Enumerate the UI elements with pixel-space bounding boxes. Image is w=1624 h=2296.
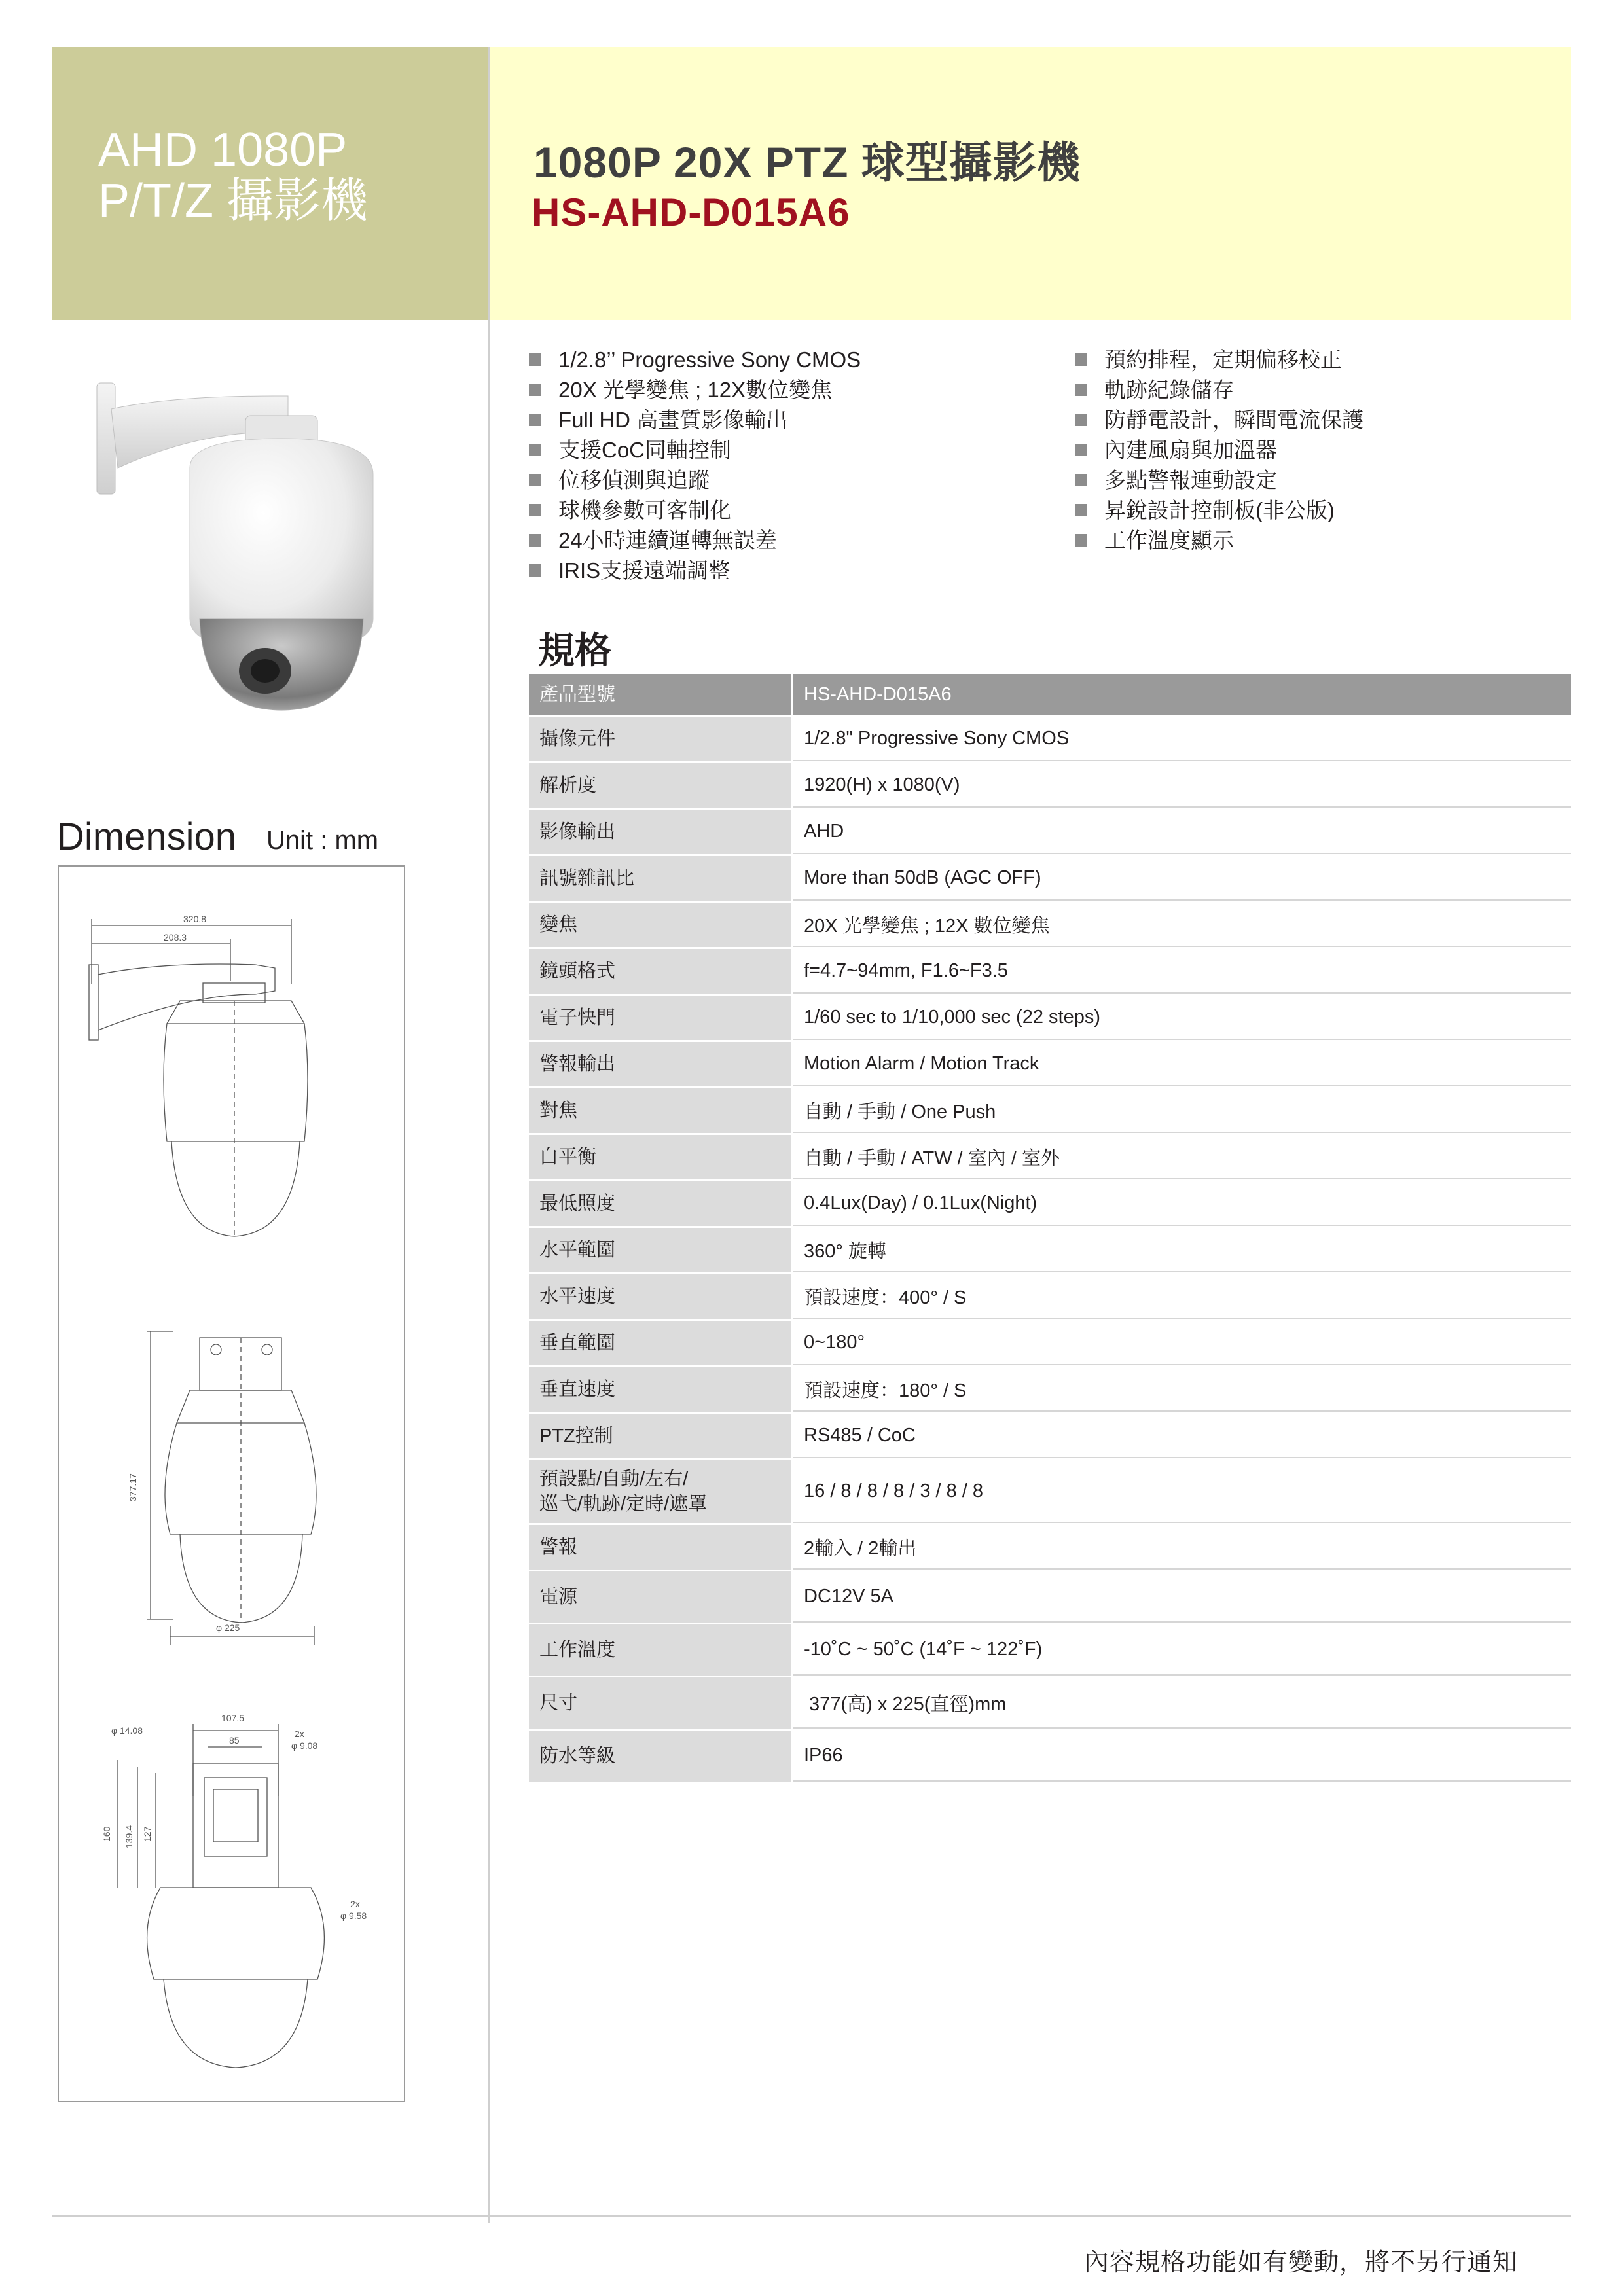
feature-list-right <box>1075 345 1363 556</box>
feature-item <box>1075 495 1363 526</box>
square-bullet-icon <box>529 384 541 396</box>
spec-row <box>529 996 1571 1042</box>
spec-row <box>529 1228 1571 1274</box>
spec-row <box>529 1624 1571 1677</box>
square-bullet-icon <box>529 353 541 366</box>
spec-label: 白平衡 <box>529 1135 791 1179</box>
feature-item <box>529 345 861 375</box>
spec-row <box>529 810 1571 856</box>
spec-row <box>529 1731 1571 1784</box>
footer-divider <box>52 2215 1571 2217</box>
square-bullet-icon <box>1075 414 1087 426</box>
spec-label: 工作溫度 <box>529 1624 791 1676</box>
dim-label-d13: 2x <box>350 1899 360 1909</box>
spec-row <box>529 1367 1571 1414</box>
spec-value: 0~180° <box>793 1321 1571 1365</box>
spec-label: 警報 <box>529 1525 791 1570</box>
spec-label: 垂直範圍 <box>529 1321 791 1365</box>
spec-value: RS485 / CoC <box>793 1414 1571 1458</box>
feature-text: 工作溫度顯示 <box>1104 528 1234 552</box>
spec-value: 360° 旋轉 <box>793 1228 1571 1272</box>
spec-label: 產品型號 <box>529 674 791 715</box>
spec-label: 訊號雜訊比 <box>529 856 791 901</box>
feature-item <box>1075 405 1363 435</box>
dim-label-d14: φ 9.58 <box>340 1910 367 1921</box>
feature-item <box>529 375 861 405</box>
spec-label: 警報輸出 <box>529 1042 791 1086</box>
feature-list-left <box>529 345 861 586</box>
dim-label-d11: 139.4 <box>124 1825 134 1848</box>
spec-row <box>529 1042 1571 1088</box>
feature-text: 1/2.8’’ Progressive Sony CMOS <box>558 348 861 372</box>
feature-text: IRIS支援遠端調整 <box>558 558 731 583</box>
spec-label: 水平速度 <box>529 1274 791 1319</box>
dim-label-d2: 208.3 <box>164 932 187 942</box>
spec-label: 水平範圍 <box>529 1228 791 1272</box>
spec-label: 影像輸出 <box>529 810 791 854</box>
spec-row <box>529 1460 1571 1525</box>
spec-label: PTZ控制 <box>529 1414 791 1458</box>
spec-value: 1920(H) x 1080(V) <box>793 763 1571 808</box>
square-bullet-icon <box>1075 353 1087 366</box>
spec-row <box>529 1274 1571 1321</box>
spec-row <box>529 1677 1571 1731</box>
feature-text: 軌跡紀錄儲存 <box>1104 378 1234 402</box>
spec-row <box>529 763 1571 810</box>
spec-label: 垂直速度 <box>529 1367 791 1412</box>
spec-value: 0.4Lux(Day) / 0.1Lux(Night) <box>793 1181 1571 1226</box>
feature-item <box>529 465 861 495</box>
spec-value: 自動 / 手動 / One Push <box>793 1088 1571 1133</box>
footer-note: 內容規格功能如有變動，將不另行通知 <box>1084 2249 1519 2276</box>
spec-row <box>529 903 1571 949</box>
spec-row <box>529 1321 1571 1367</box>
square-bullet-icon <box>1075 534 1087 547</box>
column-divider <box>488 47 490 2223</box>
feature-item <box>1075 345 1363 375</box>
square-bullet-icon <box>529 444 541 456</box>
square-bullet-icon <box>529 564 541 577</box>
feature-text: Full HD 高畫質影像輸出 <box>558 408 788 432</box>
dim-label-d7: φ 14.08 <box>111 1725 143 1736</box>
dim-label-d12: 127 <box>142 1826 153 1842</box>
square-bullet-icon <box>529 534 541 547</box>
dim-label-d3: 377.17 <box>128 1473 138 1501</box>
feature-item <box>529 526 861 556</box>
feature-item <box>1075 526 1363 556</box>
spec-value: 預設速度：180° / S <box>793 1367 1571 1412</box>
feature-text: 昇銳設計控制板(非公版) <box>1104 498 1335 522</box>
product-model: HS-AHD-D015A6 <box>532 190 850 234</box>
spec-label: 電源 <box>529 1571 791 1623</box>
spec-value: IP66 <box>793 1731 1571 1782</box>
dim-label-d8: 2x <box>295 1729 304 1739</box>
feature-text: 位移偵測與追蹤 <box>558 468 710 492</box>
spec-value: 20X 光學變焦 ; 12X 數位變焦 <box>793 903 1571 947</box>
feature-item <box>529 405 861 435</box>
spec-value: HS-AHD-D015A6 <box>793 674 1571 715</box>
feature-text: 24小時連續運轉無誤差 <box>558 528 777 552</box>
spec-label: 對焦 <box>529 1088 791 1133</box>
square-bullet-icon <box>529 504 541 516</box>
spec-value: 1/2.8" Progressive Sony CMOS <box>793 717 1571 761</box>
spec-label: 電子快門 <box>529 996 791 1040</box>
spec-label: 鏡頭格式 <box>529 949 791 994</box>
spec-value: 16 / 8 / 8 / 8 / 3 / 8 / 8 <box>793 1460 1571 1523</box>
square-bullet-icon <box>1075 444 1087 456</box>
spec-value: DC12V 5A <box>793 1571 1571 1623</box>
spec-value: 1/60 sec to 1/10,000 sec (22 steps) <box>793 996 1571 1040</box>
feature-text: 內建風扇與加溫器 <box>1104 438 1277 462</box>
spec-row <box>529 1181 1571 1228</box>
spec-heading: 規格 <box>538 630 611 671</box>
spec-label: 最低照度 <box>529 1181 791 1226</box>
spec-row <box>529 949 1571 996</box>
spec-label: 尺寸 <box>529 1677 791 1729</box>
feature-text: 支援CoC同軸控制 <box>558 438 732 462</box>
square-bullet-icon <box>529 474 541 486</box>
feature-item <box>1075 465 1363 495</box>
feature-text: 預約排程，定期偏移校正 <box>1104 348 1342 372</box>
dim-label-d10: 160 <box>101 1826 112 1842</box>
dim-label-d4: φ 225 <box>216 1623 240 1633</box>
spec-row <box>529 856 1571 903</box>
spec-row <box>529 1414 1571 1460</box>
feature-item <box>529 495 861 526</box>
spec-value: 2輸入 / 2輸出 <box>793 1525 1571 1570</box>
square-bullet-icon <box>529 414 541 426</box>
spec-row <box>529 1525 1571 1571</box>
dimension-drawings <box>59 867 404 2101</box>
spec-label: 解析度 <box>529 763 791 808</box>
spec-row <box>529 1571 1571 1624</box>
product-title: 1080P 20X PTZ 球型攝影機 <box>533 138 1081 187</box>
dim-label-d1: 320.8 <box>183 914 207 924</box>
category-title: AHD 1080P P/T/Z 攝影機 <box>98 124 368 227</box>
feature-item <box>1075 375 1363 405</box>
spec-row <box>529 717 1571 763</box>
spec-value: f=4.7~94mm, F1.6~F3.5 <box>793 949 1571 994</box>
feature-item <box>529 556 861 586</box>
dim-label-d9: φ 9.08 <box>291 1740 318 1751</box>
spec-header-row <box>529 674 1571 717</box>
spec-value: AHD <box>793 810 1571 854</box>
spec-row <box>529 1088 1571 1135</box>
spec-value: 377(高) x 225(直徑)mm <box>793 1677 1571 1729</box>
square-bullet-icon <box>1075 474 1087 486</box>
spec-value: 自動 / 手動 / ATW / 室內 / 室外 <box>793 1135 1571 1179</box>
feature-text: 多點警報連動設定 <box>1104 468 1277 492</box>
dimension-unit: Unit : mm <box>266 826 379 855</box>
spec-value: -10˚C ~ 50˚C (14˚F ~ 122˚F) <box>793 1624 1571 1676</box>
camera-product-image <box>92 370 406 736</box>
spec-value: More than 50dB (AGC OFF) <box>793 856 1571 901</box>
dimension-drawing-box <box>58 865 405 2102</box>
spec-table <box>529 674 1571 1784</box>
spec-value: Motion Alarm / Motion Track <box>793 1042 1571 1086</box>
dim-label-d5: 107.5 <box>221 1713 245 1723</box>
dim-label-d6: 85 <box>229 1735 240 1746</box>
spec-value: 預設速度：400° / S <box>793 1274 1571 1319</box>
spec-label: 防水等級 <box>529 1731 791 1782</box>
feature-text: 球機參數可客制化 <box>558 498 731 522</box>
dimension-title: Dimension <box>57 816 236 858</box>
feature-item <box>1075 435 1363 465</box>
feature-text: 20X 光學變焦 ; 12X數位變焦 <box>558 378 833 402</box>
spec-label: 變焦 <box>529 903 791 947</box>
square-bullet-icon <box>1075 384 1087 396</box>
feature-item <box>529 435 861 465</box>
square-bullet-icon <box>1075 504 1087 516</box>
spec-row <box>529 1135 1571 1181</box>
feature-text: 防靜電設計，瞬間電流保護 <box>1104 408 1363 432</box>
spec-label: 預設點/自動/左右/ 巡弋/軌跡/定時/遮罩 <box>529 1460 791 1523</box>
spec-label: 攝像元件 <box>529 717 791 761</box>
